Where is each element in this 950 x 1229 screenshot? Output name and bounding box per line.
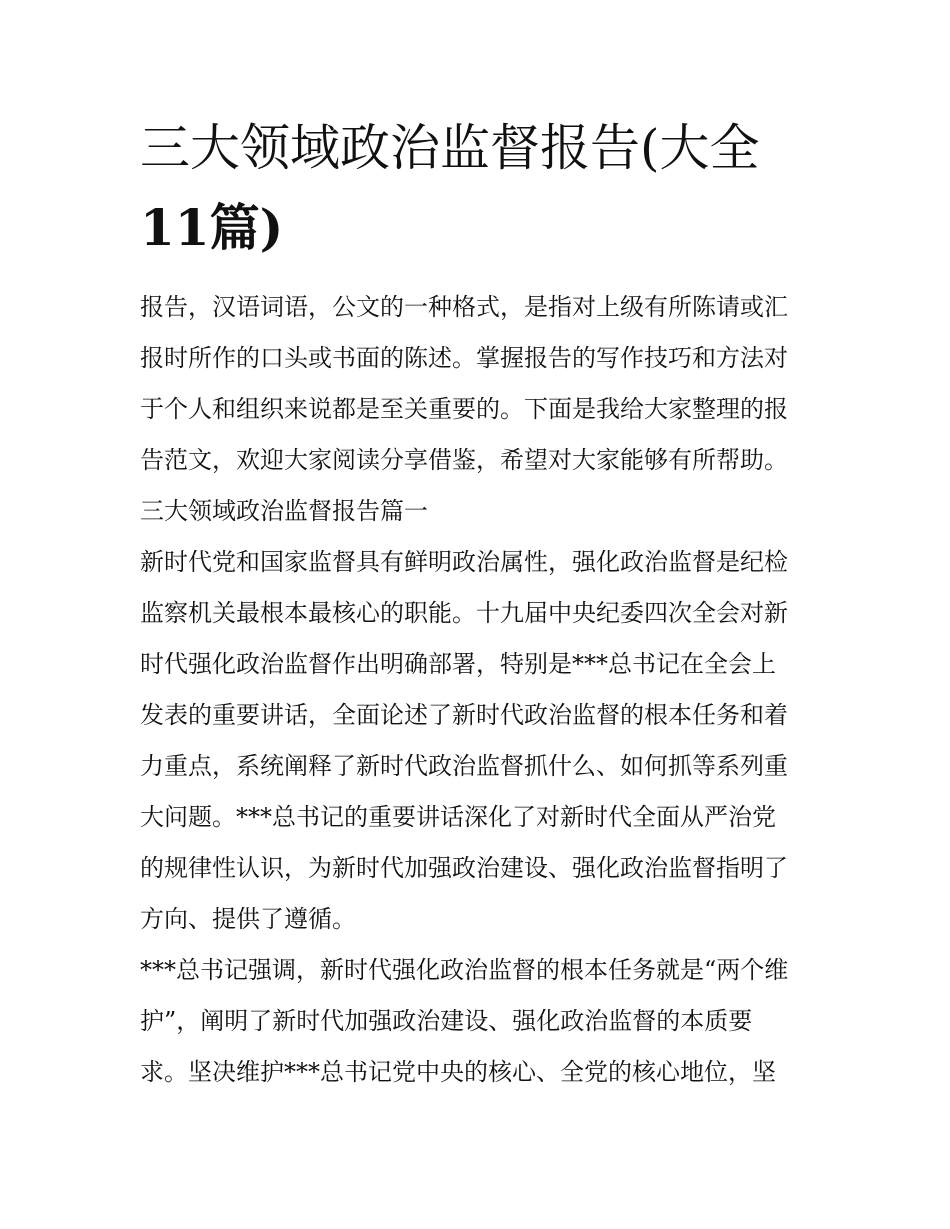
text-line: 新时代党和国家监督具有鲜明政治属性，强化政治监督是纪检 — [140, 548, 788, 576]
text-line: 时代强化政治监督作出明确部署，特别是***总书记在全会上 — [140, 650, 776, 678]
text-line: 求。坚决维护***总书记党中央的核心、全党的核心地位，坚 — [140, 1058, 776, 1086]
section-heading — [140, 486, 820, 537]
text-line: 监察机关最根本最核心的职能。十九届中央纪委四次全会对新 — [140, 599, 788, 627]
text-line: 护”，阐明了新时代加强政治建设、强化政治监督的本质要 — [140, 1007, 753, 1035]
text-line: 报告，汉语词语，公文的一种格式，是指对上级有所陈请或汇 — [140, 293, 788, 321]
intro-paragraph — [140, 282, 820, 486]
document-title-line: 三大领域政治监督报告(大全 — [140, 119, 760, 177]
text-line: 三大领域政治监督报告篇一 — [140, 497, 428, 525]
document-page — [140, 108, 820, 1098]
text-line: 发表的重要讲话，全面论述了新时代政治监督的根本任务和着 — [140, 701, 788, 729]
document-title-line: 11篇) — [140, 198, 284, 257]
text-line: 于个人和组织来说都是至关重要的。下面是我给大家整理的报 — [140, 395, 788, 423]
body-paragraph — [140, 537, 820, 945]
text-line: 大问题。***总书记的重要讲话深化了对新时代全面从严治党 — [140, 803, 776, 831]
text-line: 的规律性认识，为新时代加强政治建设、强化政治监督指明了 — [140, 854, 788, 882]
text-line: 方向、提供了遵循。 — [140, 905, 356, 933]
text-line: 报时所作的口头或书面的陈述。掌握报告的写作技巧和方法对 — [140, 344, 788, 372]
document-title — [140, 108, 820, 268]
body-paragraph — [140, 945, 820, 1098]
text-line: 告范文，欢迎大家阅读分享借鉴，希望对大家能够有所帮助。 — [140, 446, 788, 474]
text-line: ***总书记强调，新时代强化政治监督的根本任务就是“两个维 — [140, 956, 789, 984]
document-body — [140, 282, 820, 1098]
text-line: 力重点，系统阐释了新时代政治监督抓什么、如何抓等系列重 — [140, 752, 788, 780]
